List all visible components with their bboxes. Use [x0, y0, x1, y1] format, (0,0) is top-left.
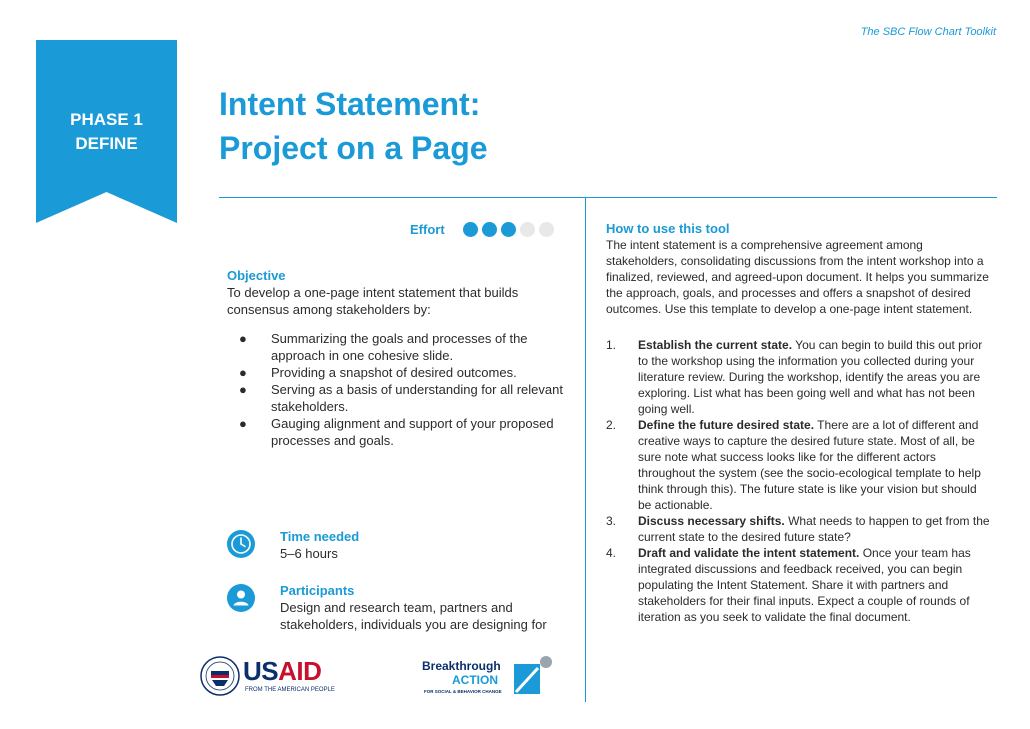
- step-number: 3.: [606, 514, 617, 528]
- effort-dot-filled: [501, 222, 516, 237]
- bullet-icon: ●: [239, 416, 247, 431]
- effort-dot-empty: [520, 222, 535, 237]
- step-text: What needs to happen to get from the current state to the desired future state?: [638, 514, 990, 544]
- list-item: [227, 415, 567, 449]
- step-title: Draft and validate the intent statement.: [638, 546, 860, 560]
- phase-name: DEFINE: [75, 134, 138, 153]
- phase-label: [36, 108, 177, 156]
- bullet-icon: ●: [239, 365, 247, 380]
- list-item: [227, 330, 567, 364]
- objective-heading: Objective: [227, 268, 286, 283]
- action-text: ACTION: [452, 673, 498, 687]
- breakthrough-tagline: FOR SOCIAL & BEHAVIOR CHANGE: [424, 689, 502, 694]
- list-item-text: Serving as a basis of understanding for all relevant stakeholders.: [271, 382, 563, 414]
- time-needed-heading: Time needed: [280, 529, 360, 544]
- step-text: There are a lot of different and creative ways to capture the desired future state. Most of all, be sure note what success looks like for the different actors throughout the system (see the socio-ecological template to help think through this). The future state is like your vision but should be actionable.: [638, 418, 981, 512]
- toolkit-label: The SBC Flow Chart Toolkit: [860, 26, 996, 38]
- usaid-aid: AID: [278, 656, 322, 686]
- step-number: 1.: [606, 338, 617, 352]
- step-text: Once your team has integrated discussions and feedback received, you can begin populating the Intent Statement. Share it with partners and stakeholders for their final inputs. Expect a couple of rounds of iteration as you seek to validate the final document.: [638, 546, 971, 624]
- participants-heading: Participants: [280, 583, 355, 598]
- list-item: [227, 364, 567, 381]
- person-icon: [227, 584, 255, 612]
- step-number: 4.: [606, 546, 617, 560]
- objective-text: To develop a one-page intent statement that builds consensus among stakeholders by:: [227, 285, 519, 317]
- list-item-text: Providing a snapshot of desired outcomes.: [271, 365, 517, 380]
- step-text: You can begin to build this out prior to the workshop using the information you collected during your literature review. During the workshop, identify the areas you are exploring. List what has been going well and what has not been going well.: [638, 338, 983, 416]
- list-item: [606, 545, 990, 625]
- list-item: [606, 513, 990, 545]
- usaid-tagline: FROM THE AMERICAN PEOPLE: [245, 687, 335, 693]
- step-number: 2.: [606, 418, 617, 432]
- list-item: [227, 381, 567, 415]
- step-title: Establish the current state.: [638, 338, 793, 352]
- step-title: Discuss necessary shifts.: [638, 514, 785, 528]
- breakthrough-action-logo: [422, 656, 562, 700]
- phase-banner: [36, 40, 177, 223]
- how-to-intro: The intent statement is a comprehensive agreement among stakeholders, consolidating discussions from the intent workshop into a finalized, reviewed, and agreed-upon document. It helps you summarize the approach, goals, and processes and offers a snapshot of desired outcomes. Use this template to develop a one-page intent statement.: [606, 238, 989, 316]
- list-item-text: Gauging alignment and support of your proposed processes and goals.: [271, 416, 554, 448]
- clock-icon: [227, 530, 255, 558]
- page-title-line2: Project on a Page: [219, 130, 488, 166]
- page-title: [219, 82, 488, 170]
- effort-dot-filled: [482, 222, 497, 237]
- phase-number: PHASE 1: [70, 110, 143, 129]
- effort-dot-filled: [463, 222, 478, 237]
- usaid-wordmark: [243, 656, 321, 686]
- title-divider: [219, 197, 997, 198]
- bullet-icon: ●: [239, 382, 247, 397]
- list-item-text: Summarizing the goals and processes of the approach in one cohesive slide.: [271, 331, 528, 363]
- time-needed-section: [227, 528, 570, 562]
- bullet-icon: ●: [239, 331, 247, 346]
- step-title: Define the future desired state.: [638, 418, 815, 432]
- how-to-section: [606, 220, 990, 625]
- list-item: [606, 337, 990, 417]
- time-needed-text-block: [280, 528, 570, 562]
- effort-dots: [463, 222, 558, 237]
- steps-list: [606, 337, 990, 625]
- time-needed-value: 5–6 hours: [280, 546, 338, 561]
- breakthrough-text: Breakthrough: [422, 659, 501, 673]
- usaid-us: US: [243, 656, 279, 686]
- participants-text: Design and research team, partners and stakeholders, individuals you are designing for: [280, 600, 547, 632]
- column-divider: [585, 198, 586, 702]
- effort-rating: [410, 222, 558, 237]
- objective-section: [227, 267, 567, 449]
- effort-label: Effort: [410, 222, 445, 237]
- effort-dot-empty: [539, 222, 554, 237]
- participants-text-block: [280, 582, 570, 633]
- how-to-heading: How to use this tool: [606, 221, 730, 236]
- breakthrough-mark-icon: [514, 656, 554, 696]
- objective-list: [227, 330, 567, 449]
- page-title-line1: Intent Statement:: [219, 86, 481, 122]
- usaid-seal-icon: [200, 656, 240, 696]
- list-item: [606, 417, 990, 513]
- participants-section: [227, 582, 570, 633]
